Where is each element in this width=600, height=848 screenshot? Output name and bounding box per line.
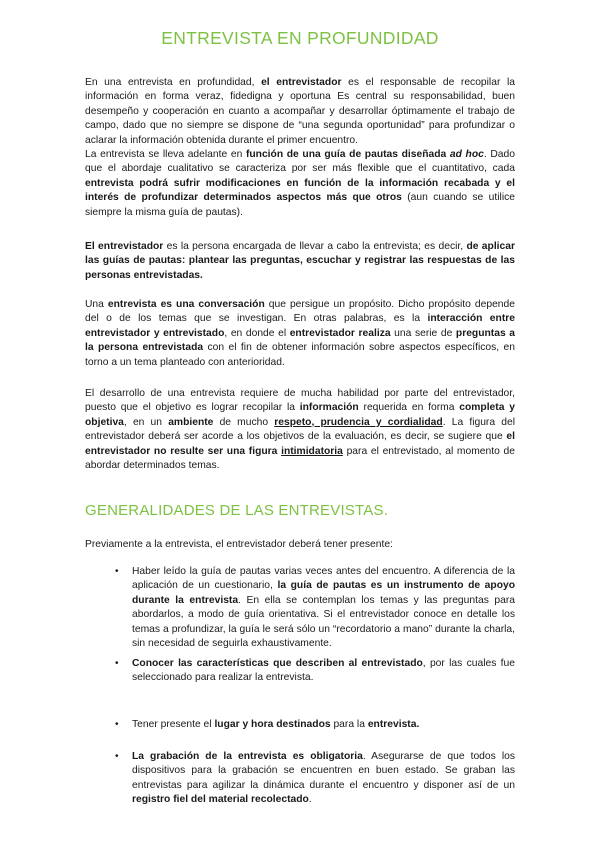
- text: Una: [85, 299, 108, 310]
- bold-text: entrevista podrá sufrir modificaciones en función de la información recabada y el interés de profundizar determinados aspectos más que otros: [85, 177, 515, 204]
- text: de mucho: [213, 416, 275, 428]
- bold-text: información: [299, 402, 359, 414]
- underlined-text: respeto, prudencia y cordialidad: [274, 416, 443, 428]
- paragraph-entrevistador-definition: [85, 240, 515, 283]
- text: una serie de: [390, 327, 456, 339]
- text: (aun cuando se utilice siempre la misma guía de pautas).: [85, 192, 515, 218]
- bold-text: La grabación de la entrevista es obligatoria: [132, 751, 363, 762]
- text: es la persona encargada de llevar a cabo la entrevista; es decir,: [163, 241, 467, 252]
- bold-text: el entrevistador no resulte ser una figura: [85, 431, 515, 457]
- text: . Dado que el abordaje cualitativo se caracteriza por ser más flexible que el cuantitativo, cada: [85, 149, 515, 175]
- text: El desarrollo de una entrevista requiere de mucha habilidad por parte del entrevistador, puesto que el objetivo es lograr recopilar la: [85, 388, 515, 414]
- text: que persigue un propósito. Dicho propósito depende del o de los temas que se investigan. En otras palabras, es la: [85, 299, 515, 325]
- text: La entrevista se lleva adelante en: [85, 149, 246, 160]
- text: . Asegurarse de que todos los dispositivos para la grabación se encuentren en buen estado. Se graban las entrevistas para agilizar la dinámica durante el encuentro y disponer así de un: [132, 751, 515, 791]
- text: para el entrevistado, al momento de abordar determinados temas.: [85, 445, 515, 472]
- bold-text: Conocer las características que describen al entrevistado: [132, 658, 423, 669]
- bullet-icon: •: [115, 566, 119, 577]
- bullet-icon: •: [115, 751, 119, 762]
- text: es el responsable de recopilar la información en forma veraz, fidedigna y oportuna Es central su responsabilidad, buen desempeño y cooperación en cuanto a acompañar y desarrollar óptimamente el trabajo de campo, dado que no siempre se dispone de “una segunda oportunidad” para profundizar o aclarar la información obtenida durante el primer encuentro.: [85, 77, 515, 146]
- text: requerida en forma: [358, 402, 460, 414]
- text: para la: [330, 719, 368, 730]
- text: . La figura del entrevistador deberá ser acorde a los objetivos de la evaluación, es decir, se sugiere que: [85, 416, 515, 443]
- text: , en donde el: [224, 327, 290, 339]
- list-item-text: [132, 657, 515, 686]
- paragraph-guia-pautas: [85, 148, 515, 220]
- bold-text: preguntas a la persona entrevistada: [85, 327, 515, 354]
- bold-text: lugar y hora destinados: [214, 719, 331, 730]
- bold-text: el entrevistador: [261, 77, 342, 88]
- bold-text: la guía de pautas es un instrumento de apoyo durante la entrevista: [132, 580, 515, 606]
- bold-text: entrevistador realiza: [289, 327, 391, 339]
- section-title: GENERALIDADES DE LAS ENTREVISTAS.: [85, 502, 389, 519]
- bold-text: El entrevistador: [85, 241, 164, 252]
- bold-text: entrevista es una conversación: [107, 299, 265, 310]
- bold-text: interacción entre entrevistador y entrevistado: [85, 313, 515, 339]
- text: .: [308, 794, 312, 806]
- text: , en un: [123, 416, 169, 428]
- text: Haber leído la guía de pautas varias veces antes del encuentro. A diferencia de la aplicación de un cuestionario,: [132, 566, 515, 592]
- paragraph-entrevistador-role: [85, 76, 515, 148]
- bold-text: función de una guía de pautas diseñada: [245, 149, 450, 160]
- text: En una entrevista en profundidad,: [85, 77, 262, 88]
- bold-text: entrevista.: [367, 719, 420, 730]
- text: con el fin de obtener información sobre aspectos específicos, en torno a un tema planteado con anterioridad.: [85, 342, 515, 368]
- paragraph-desarrollo: [85, 387, 515, 473]
- section-intro: Previamente a la entrevista, el entrevistador deberá tener presente:: [85, 539, 393, 550]
- italic-text: ad hoc: [449, 149, 484, 160]
- list-item-text: [132, 718, 515, 732]
- text: Tener presente el: [132, 719, 215, 730]
- underlined-text: intimidatoria: [281, 445, 343, 457]
- bold-text: de aplicar las guías de pautas: plantear las preguntas, escuchar y registrar las respuestas de las personas entrevistadas.: [85, 241, 515, 281]
- text: , por las cuales fue seleccionado para realizar la entrevista.: [132, 658, 515, 684]
- bold-text: completa y objetiva: [85, 402, 515, 428]
- list-item-text: [132, 750, 515, 808]
- paragraph-conversacion: [85, 298, 515, 370]
- page-title: ENTREVISTA EN PROFUNDIDAD: [161, 28, 439, 48]
- bold-text: registro fiel del material recolectado: [132, 794, 309, 806]
- bullet-icon: •: [115, 658, 119, 669]
- bullet-icon: •: [115, 719, 119, 730]
- bold-text: ambiente: [168, 416, 214, 428]
- text: . En ella se contemplan los temas y las preguntas para abordarlos, a modo de guía orientativa. Si el entrevistador conoce en detalle los temas a profundizar, la guía le será sólo un “recordatorio a mano” durante la charla, sin necesidad de seguirla exhaustivamente.: [132, 594, 515, 650]
- list-item-text: [132, 565, 515, 651]
